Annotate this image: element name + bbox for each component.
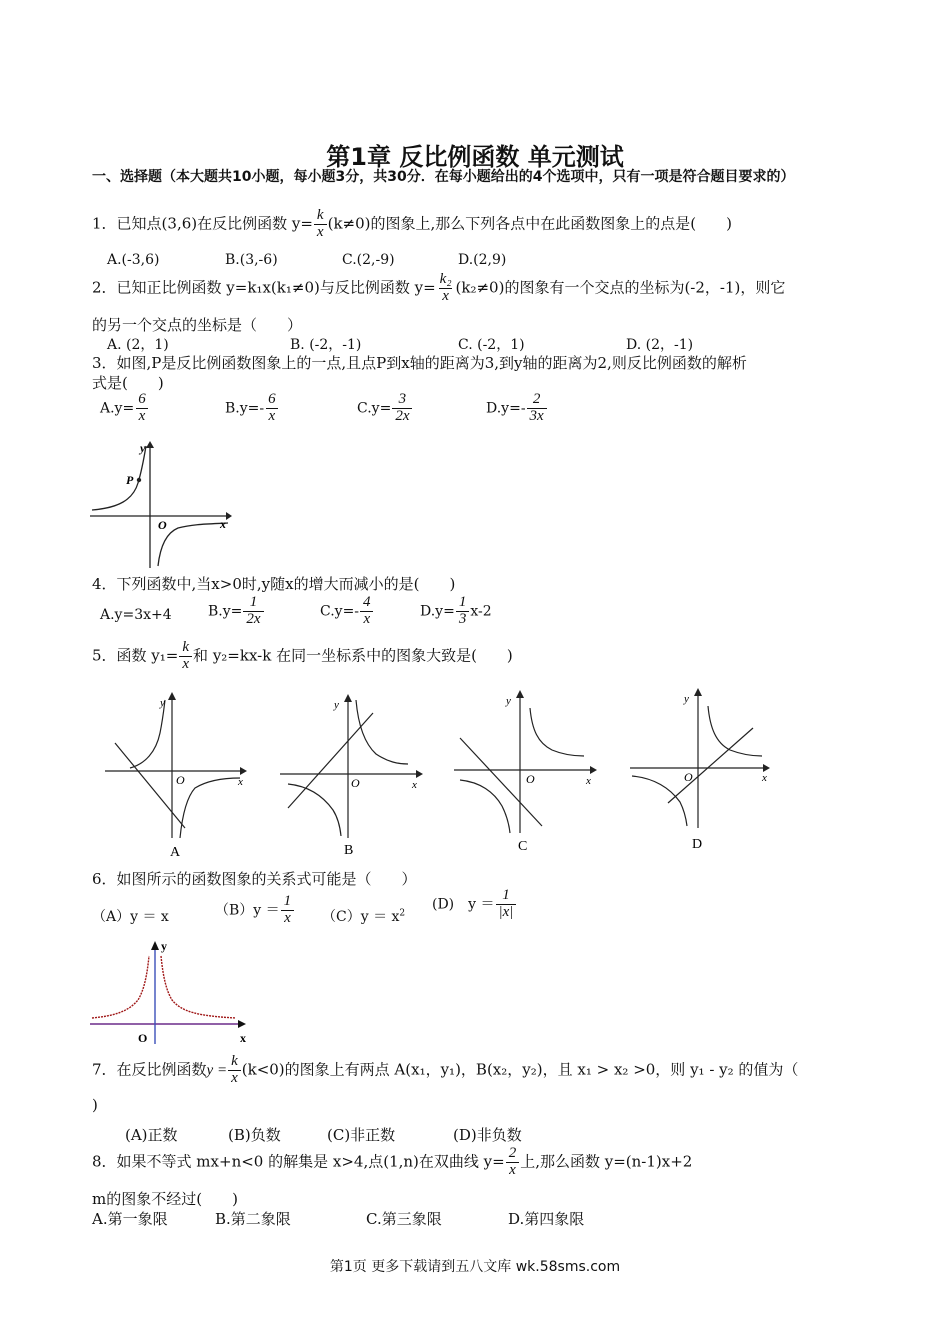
- q5-graphs: [100, 688, 790, 860]
- q5-graph-b[interactable]: [280, 694, 423, 858]
- q5-label-b: B: [344, 843, 354, 858]
- question-2: 2．已知正比例函数 y=k₁x(k₁≠0)与反比例函数 y= $\frac{\text{k₂}}{x}$ (k₂≠0)的图象有一个交点的坐标为(-2，-1)，则它: [92, 271, 786, 304]
- section-heading: 一、选择题（本大题共10小题，每小题3分，共30分．在每小题给出的4个选项中，只有一项是符合题目要求的）: [92, 169, 795, 185]
- q7-option-b[interactable]: (B)负数: [228, 1126, 281, 1144]
- question-8: 8．如果不等式 mx+n<0 的解集是 x>4,点(1,n)在双曲线 y= $\frac{2}{x}$ 上,那么函数 y=(n-1)x+2: [92, 1145, 693, 1178]
- question-3: 3．如图,P是反比例函数图象上的一点,且点P到x轴的距离为3,到y轴的距离为2,则反比例函数的解析: [92, 354, 747, 372]
- q7-option-d[interactable]: (D)非负数: [453, 1126, 522, 1144]
- q5-c-origin-label: O: [526, 772, 535, 786]
- q5-label-c: C: [518, 839, 528, 854]
- question-8-line2: m的图象不经过( ): [92, 1190, 238, 1208]
- q3-graph-origin-label: O: [158, 518, 167, 532]
- q2-option-c[interactable]: C. (-2，1): [458, 337, 525, 353]
- question-5: 5．函数 y₁= $\frac{k}{x}$ 和 y₂=kx-k 在同一坐标系中的图象大致是( ): [92, 639, 513, 672]
- q3-graph-y-label: y: [140, 441, 146, 455]
- page-title: 第1章 反比例函数 单元测试: [326, 143, 624, 171]
- q6-option-c[interactable]: $(C)y = x^2$: [322, 908, 406, 925]
- q4-option-b[interactable]: B.y= $\frac{1}{2x}$: [208, 595, 265, 628]
- q5-b-x-label: x: [412, 779, 417, 791]
- q3-option-a[interactable]: A.y= $\frac{6}{x}$: [100, 392, 150, 425]
- page-footer: 第1页 更多下载请到五八文库 wk.58sms.com: [329, 1259, 621, 1275]
- q3-graph: [88, 438, 233, 570]
- question-1: 1．已知点(3,6)在反比例函数 y= $\frac{k}{x}$ (k≠0)的图象上,那么下列各点中在此函数图象上的点是( ): [92, 207, 732, 240]
- question-6: 6．如图所示的函数图象的关系式可能是（ ）: [92, 870, 417, 888]
- q1-option-b[interactable]: B.(3,-6): [225, 252, 278, 268]
- q3-graph-p-label: P: [126, 473, 134, 487]
- q5-label-d: D: [692, 837, 703, 852]
- q8-option-c[interactable]: C.第三象限: [366, 1210, 442, 1228]
- q3-option-b[interactable]: B.y=- $\frac{6}{x}$: [225, 392, 280, 425]
- q6-graph-origin-label: O: [138, 1031, 148, 1045]
- q5-b-origin-label: O: [351, 776, 360, 790]
- q5-c-y-label: y: [506, 695, 511, 707]
- q3-option-d[interactable]: D.y=- $\frac{2}{3x}$: [486, 392, 548, 425]
- q5-graph-d[interactable]: [630, 688, 770, 852]
- q4-option-c[interactable]: C.y=- $\frac{4}{x}$: [320, 595, 375, 628]
- q1-option-c[interactable]: C.(2,-9): [342, 252, 395, 268]
- q4-option-d[interactable]: D.y= $\frac{1}{3}$ x-2: [420, 594, 492, 627]
- question-2-line2: 的另一个交点的坐标是（ ）: [92, 316, 303, 334]
- q2-option-d[interactable]: D. (2，-1): [626, 337, 694, 353]
- question-7-line2: ): [92, 1096, 98, 1114]
- question-3-line2: 式是( ): [92, 374, 164, 392]
- q7-option-c[interactable]: (C)非正数: [327, 1126, 396, 1144]
- q5-b-y-label: y: [334, 699, 339, 711]
- q6-option-d[interactable]: (D) y ＝ $\frac{1}{|x|}$: [432, 888, 517, 921]
- q1-option-a[interactable]: A.(-3,6): [107, 252, 160, 268]
- q4-option-a[interactable]: A.y=3x+4: [100, 607, 172, 623]
- q5-d-x-label: x: [762, 772, 767, 784]
- q5-a-origin-label: O: [176, 773, 185, 787]
- q6-graph: [88, 938, 258, 1050]
- q5-d-y-label: y: [684, 693, 689, 705]
- question-7: 7．在反比例函数y = $\frac{k}{x}$ (k<0)的图象上有两点 A(x₁，y₁)，B(x₂，y₂)，且 x₁ > x₂ >0，则 y₁ - y₂ 的值为（: [92, 1053, 799, 1086]
- q5-a-x-label: x: [238, 776, 243, 788]
- q2-option-b[interactable]: B. (-2，-1): [290, 337, 362, 353]
- q1-option-d[interactable]: D.(2,9): [458, 252, 507, 268]
- q5-c-x-label: x: [586, 775, 591, 787]
- question-4: 4．下列函数中,当x>0时,y随x的增大而减小的是( ): [92, 575, 456, 593]
- q5-graph-c[interactable]: [454, 690, 597, 854]
- q8-option-d[interactable]: D.第四象限: [508, 1210, 585, 1228]
- q6-option-a[interactable]: （A）y ＝ x: [92, 909, 169, 925]
- q8-option-b[interactable]: B.第二象限: [215, 1210, 291, 1228]
- q5-label-a: A: [170, 845, 181, 860]
- q6-option-b[interactable]: （B）y ＝ $\frac{1}{x}$: [215, 894, 295, 927]
- q3-option-c[interactable]: C.y= $\frac{3}{2x}$: [357, 392, 413, 425]
- q5-d-origin-label: O: [684, 770, 693, 784]
- q6-graph-y-label: y: [161, 939, 167, 953]
- q8-option-a[interactable]: A.第一象限: [92, 1210, 168, 1228]
- q3-graph-x-label: x: [220, 517, 226, 531]
- q7-option-a[interactable]: (A)正数: [125, 1126, 178, 1144]
- q2-option-a[interactable]: A. (2，1): [107, 337, 169, 353]
- q5-a-y-label: y: [160, 697, 165, 709]
- q5-graph-a[interactable]: [105, 692, 247, 860]
- q6-graph-x-label: x: [240, 1031, 246, 1045]
